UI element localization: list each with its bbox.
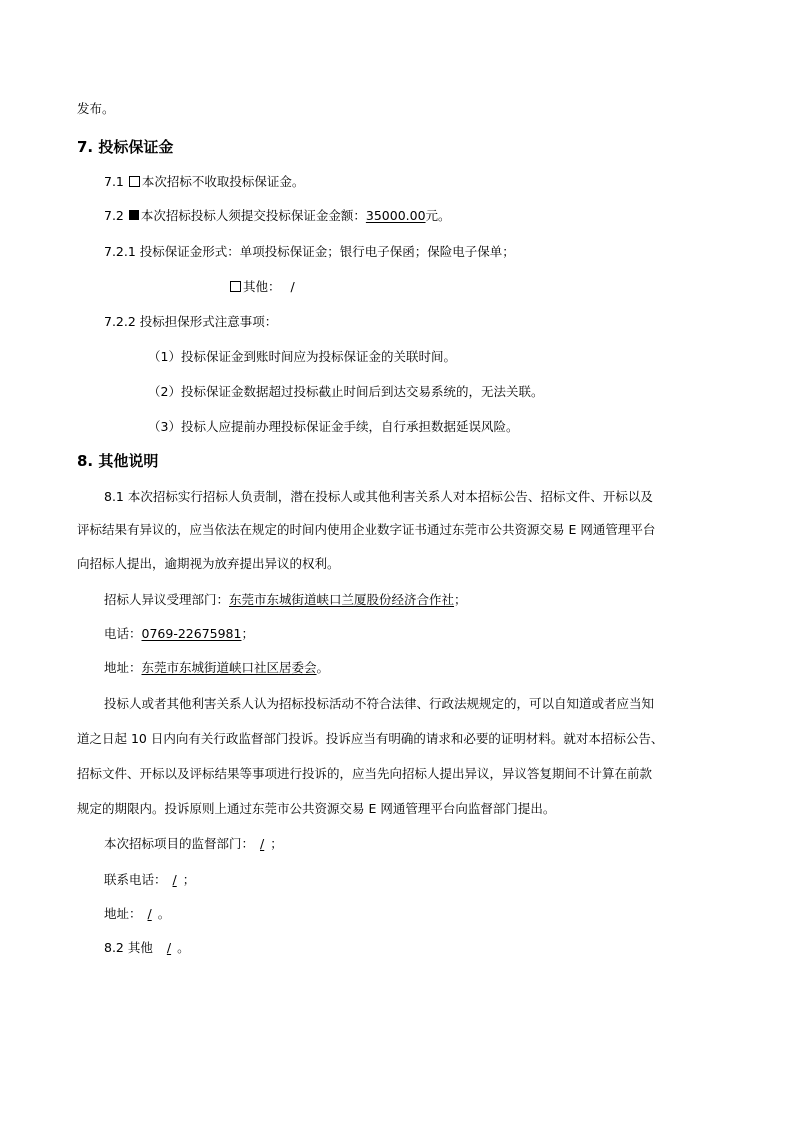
contact-phone-end: ； [182,872,196,887]
supervisor-label: 本次招标项目的监督部门： [104,836,255,851]
checkbox-checked-icon [129,210,139,220]
objection-dept-value: 东莞市东城街道峡口兰厦股份经济合作社 [229,592,455,607]
item-7-2 [104,208,451,224]
phone [104,626,254,642]
para1-line-2: 评标结果有异议的，应当依法在规定的时间内使用企业数字证书通过东莞市公共资源交易 E 网通管理平台 [77,522,656,537]
para1-line-1: 8.1 本次招标实行招标人负责制，潜在投标人或其他利害关系人对本招标公告、招标文件、开标以及 [104,489,653,504]
item-7-2-number: 7.2 [104,208,124,223]
para2-line-4: 规定的期限内。投诉原则上通过东莞市公共资源交易 E 网通管理平台向监督部门提出。 [77,801,556,816]
sup-address-end: 。 [157,906,171,921]
deposit-amount: 35000.00 [365,208,426,223]
section-8-heading: 8. 其他说明 [77,452,159,470]
contact-phone [104,872,195,888]
section-7-heading: 7. 投标保证金 [77,138,174,156]
address-value: 东莞市东城街道峡口社区居委会 [141,660,317,675]
sup-address-label: 地址： [104,906,142,921]
item-7-1-number: 7.1 [104,174,124,189]
item-8-2-value: / [166,940,172,955]
item-7-2-1: 7.2.1 投标保证金形式：单项投标保证金；银行电子保函；保险电子保单； [104,244,515,259]
checkbox-unchecked-icon [129,176,140,187]
objection-dept-label: 招标人异议受理部门： [104,592,230,607]
deposit-unit: 元。 [425,208,451,223]
item-7-1 [104,174,304,190]
note-3: （3）投标人应提前办理投标保证金手续，自行承担数据延误风险。 [148,419,519,434]
address-label: 地址： [104,660,142,675]
intro-line: 发布。 [77,101,115,116]
supervisor-value: / [260,836,265,851]
phone-label: 电话： [104,626,142,641]
note-2: （2）投标保证金数据超过投标截止时间后到达交易系统的，无法关联。 [148,384,544,399]
supervisor-end: ； [270,836,283,851]
objection-dept [104,592,467,608]
item-7-2-text: 本次招标投标人须提交投标保证金金额： [140,208,366,223]
note-1: （1）投标保证金到账时间应为投标保证金的关联时间。 [148,349,456,364]
address-end: 。 [316,660,330,675]
supervisor [104,836,283,852]
contact-phone-value: / [172,872,177,887]
item-7-1-text: 本次招标不收取投标保证金。 [141,174,305,189]
para1-line-3: 向招标人提出，逾期视为放弃提出异议的权利。 [77,556,340,571]
sup-address [104,906,170,922]
checkbox-unchecked-icon [230,281,241,292]
para2-line-1: 投标人或者其他利害关系人认为招标投标活动不符合法律、行政法规规定的，可以自知道或者应当知 [104,696,655,711]
contact-phone-label: 联系电话： [104,872,167,887]
other-label: 其他： [243,279,281,294]
item-8-2 [104,940,190,956]
phone-value: 0769-22675981 [141,626,242,641]
address [104,660,329,676]
other-option [229,279,295,295]
para2-line-3: 招标文件、开标以及评标结果等事项进行投诉的，应当先向招标人提出异议，异议答复期间不计算在前款 [77,766,653,781]
item-7-2-2: 7.2.2 投标担保形式注意事项： [104,314,278,329]
objection-dept-end: ； [454,592,467,607]
other-value: / [290,279,295,294]
phone-end: ； [241,626,254,641]
sup-address-value: / [147,906,152,921]
para2-line-2: 道之日起 10 日内向有关行政监督部门投诉。投诉应当有明确的请求和必要的证明材料。就对本招标公告、 [77,731,664,746]
item-8-2-end: 。 [177,940,190,955]
item-8-2-label: 8.2 其他 [104,940,153,955]
